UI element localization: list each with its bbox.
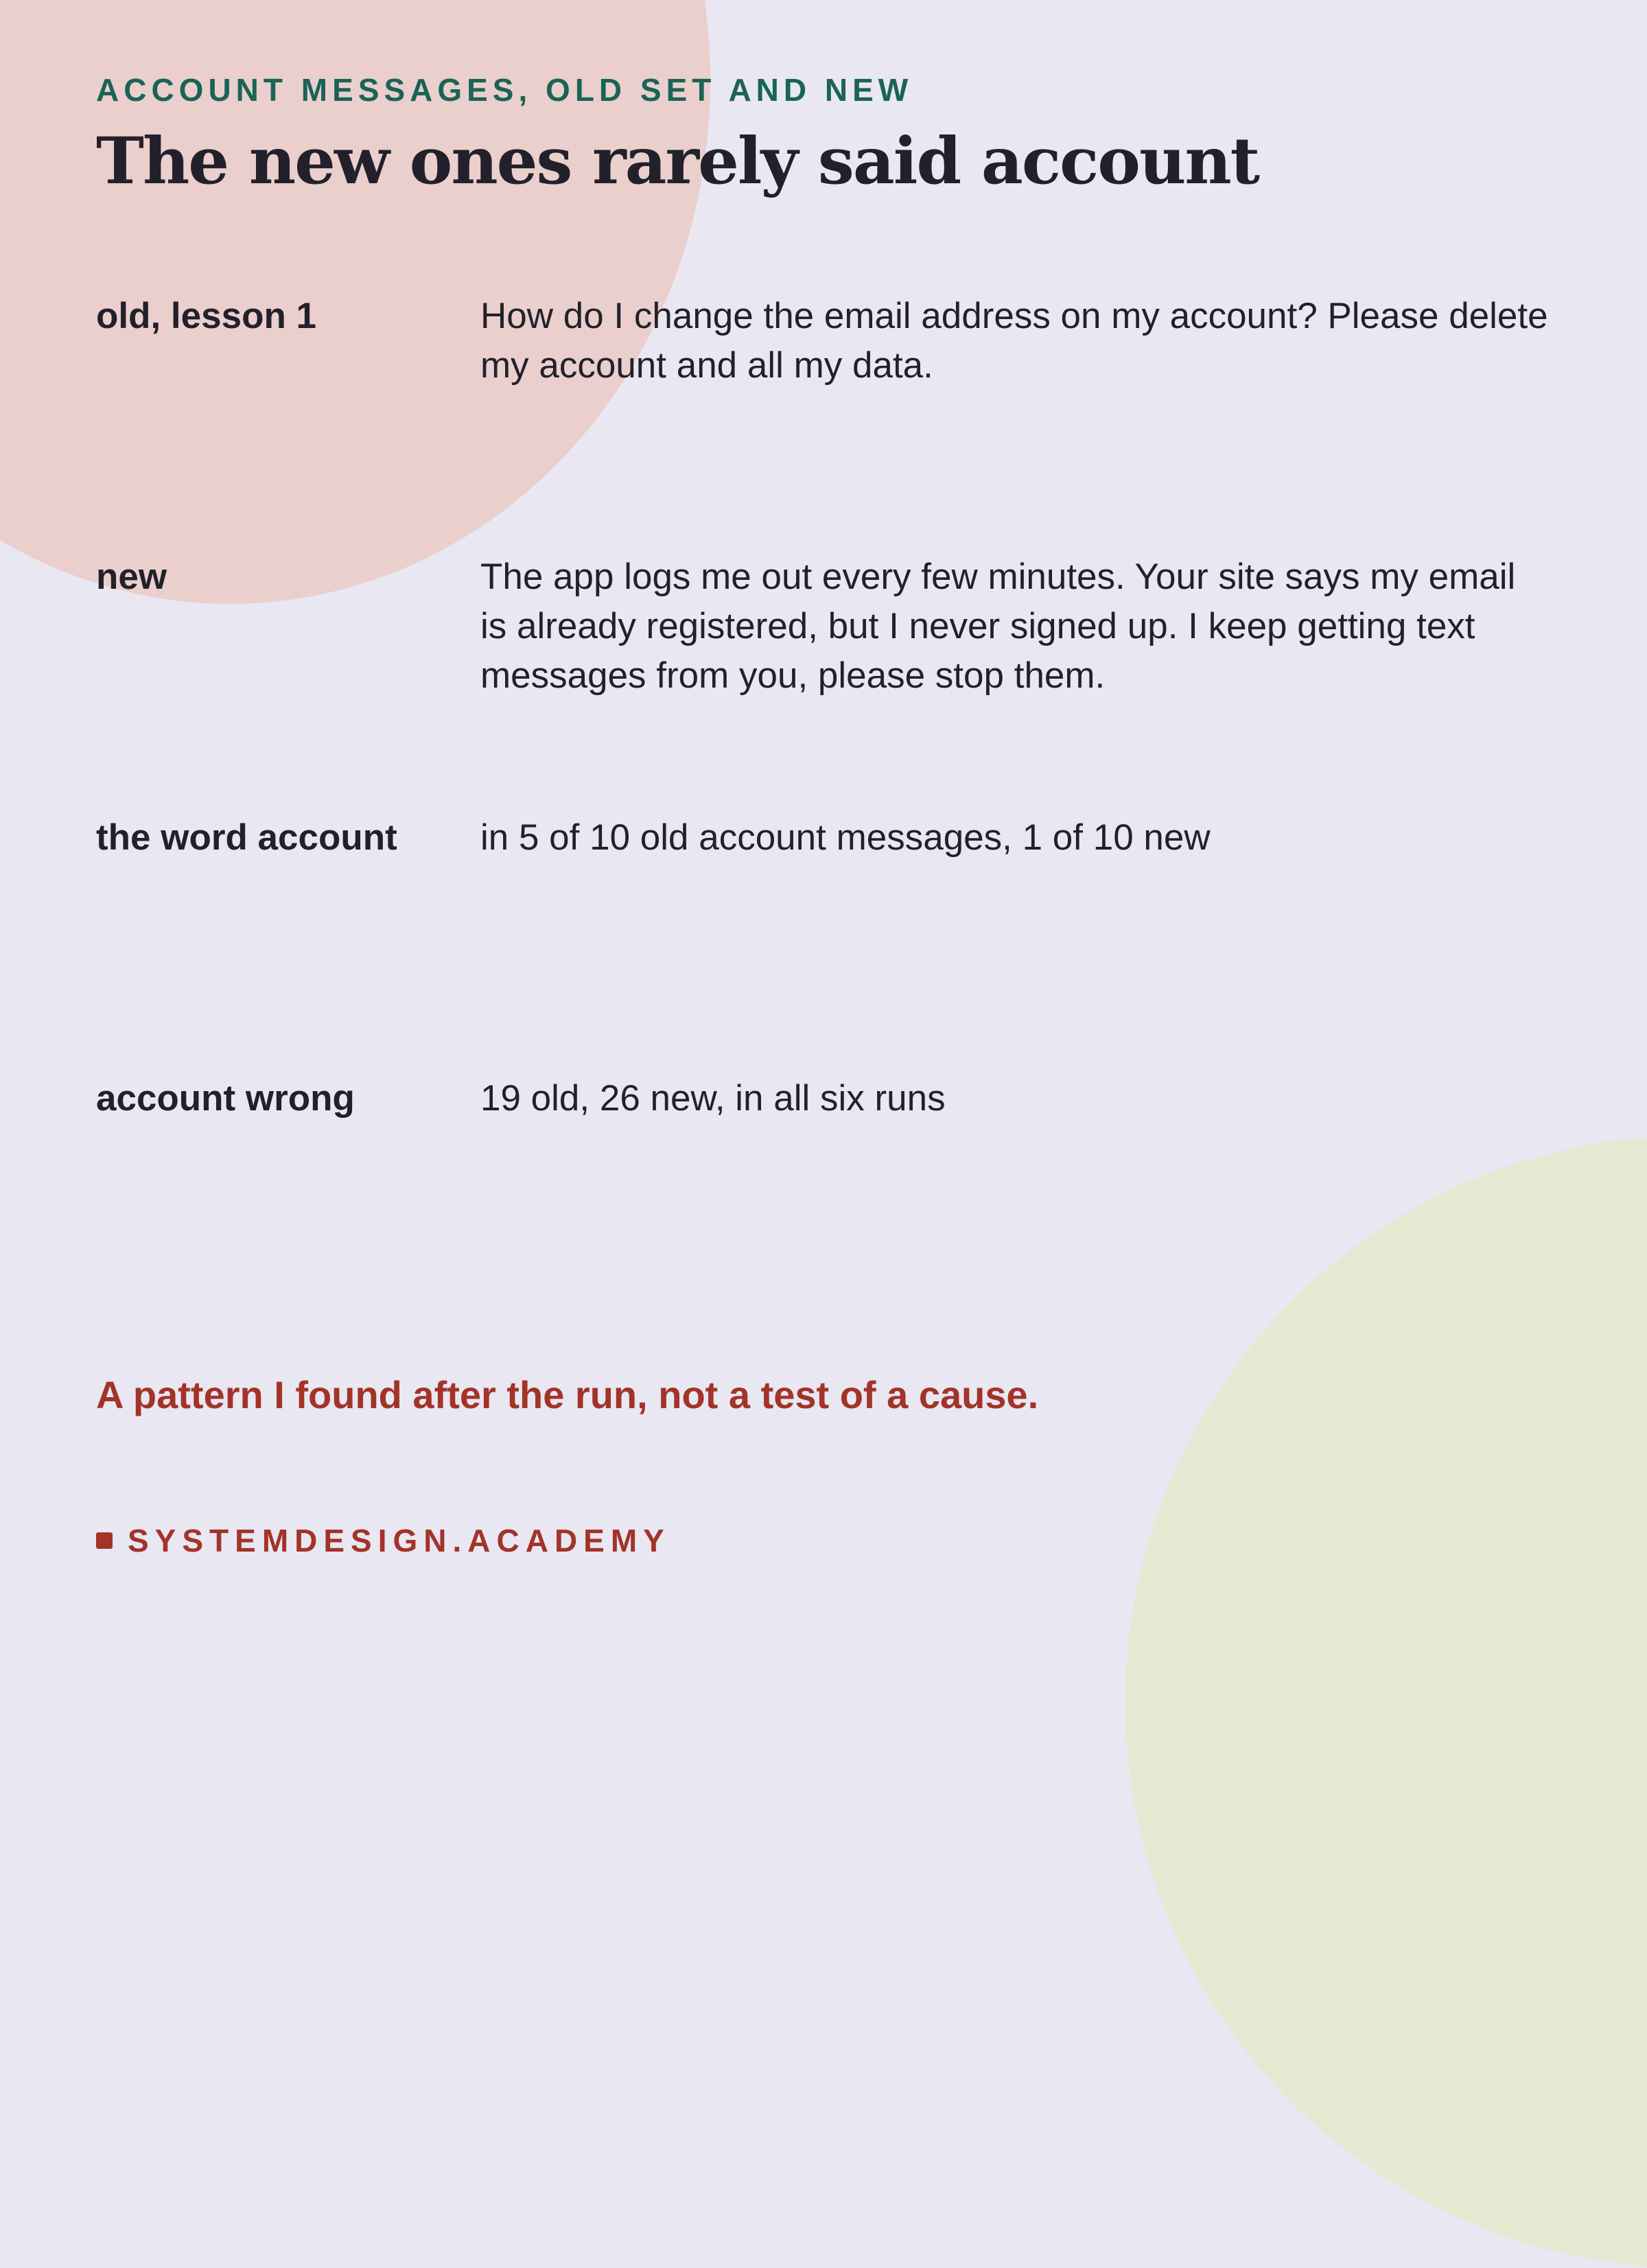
- slide-content: [96, 0, 1551, 1606]
- row-label: old, lesson 1: [96, 296, 317, 336]
- row-label: new: [96, 557, 167, 597]
- row-value: in 5 of 10 old account messages, 1 of 10 new: [480, 817, 1211, 858]
- caveat-note: A pattern I found after the run, not a test of a cause.: [96, 1373, 1039, 1416]
- brand-footer: [96, 1522, 670, 1559]
- row-value: How do I change the email address on my account? Please delete my account and all my data.: [480, 296, 1548, 386]
- brand-name: SYSTEMDESIGN.ACADEMY: [128, 1523, 670, 1558]
- row-label: the word account: [96, 817, 397, 858]
- brand-square-icon: [96, 1532, 113, 1549]
- page-title: The new ones rarely said account: [96, 124, 1259, 199]
- row-label: account wrong: [96, 1078, 355, 1119]
- eyebrow-label: ACCOUNT MESSAGES, OLD SET AND NEW: [96, 72, 913, 108]
- row-value: 19 old, 26 new, in all six runs: [480, 1078, 946, 1119]
- row-value: The app logs me out every few minutes. Your site says my email is already registered, but I never signed up. I keep getting text messages from you, please stop them.: [480, 557, 1516, 696]
